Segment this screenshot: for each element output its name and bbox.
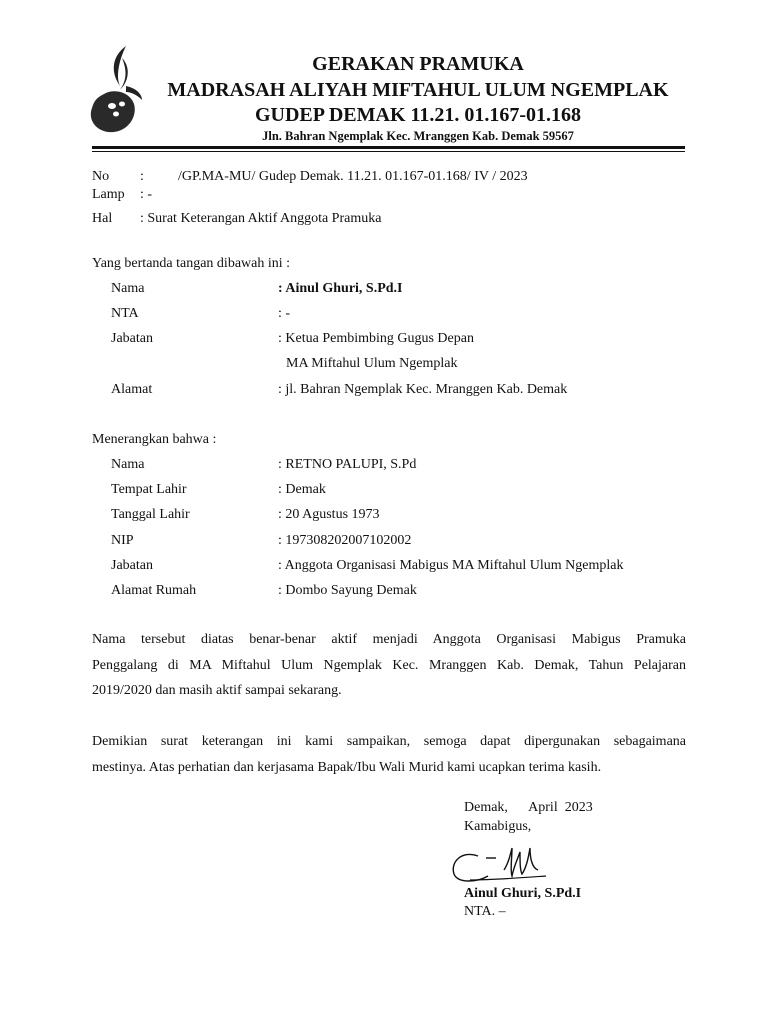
signer-printed-name: Ainul Ghuri, S.Pd.I xyxy=(464,886,582,901)
statement-line: Penggalang di MA Miftahul Ulum Ngemplak Kec. Mranggen Kab. Demak, Tahun Pelajaran xyxy=(92,657,686,673)
signer-address-label: Alamat xyxy=(111,382,153,397)
lamp-label: Lamp xyxy=(92,187,125,202)
subject-birthplace-label: Tempat Lahir xyxy=(111,482,187,497)
signer-name-value: : Ainul Ghuri, S.Pd.I xyxy=(278,281,403,296)
statement-paragraph xyxy=(92,627,686,704)
no-colon: : xyxy=(140,169,144,184)
signer-intro: Yang bertanda tangan dibawah ini : xyxy=(92,256,291,271)
gudep-number: GUDEP DEMAK 11.21. 01.167-01.168 xyxy=(254,104,582,126)
closing-line: Demikian surat keterangan ini kami sampaikan, semoga dapat dipergunakan sebagaimana xyxy=(92,734,686,749)
header-divider-thick xyxy=(92,146,685,149)
subject-nip-label: NIP xyxy=(111,533,134,548)
closing-paragraph xyxy=(92,729,686,780)
subject-birthdate-label: Tanggal Lahir xyxy=(111,507,190,522)
subject-address-value: : Dombo Sayung Demak xyxy=(278,583,417,598)
letter-subject: : Surat Keterangan Aktif Anggota Pramuka xyxy=(140,211,382,226)
subject-address-label: Alamat Rumah xyxy=(111,583,197,598)
signer-position-value-2: MA Miftahul Ulum Ngemplak xyxy=(286,356,458,371)
subject-name-label: Nama xyxy=(111,457,145,472)
statement-line: Nama tersebut diatas benar-benar aktif menjadi Anggota Organisasi Mabigus Pramuka xyxy=(92,632,686,647)
subject-birthdate-value: : 20 Agustus 1973 xyxy=(278,507,380,522)
letter-number: /GP.MA-MU/ Gudep Demak. 11.21. 01.167-01.168/ IV / 2023 xyxy=(178,169,528,184)
signer-position-label: Jabatan xyxy=(111,331,153,346)
place-date: Demak, April 2023 xyxy=(464,800,593,815)
signer-address-value: : jl. Bahran Ngemplak Kec. Mranggen Kab. Demak xyxy=(278,382,568,397)
signer-nta-label: NTA xyxy=(111,306,139,321)
statement-line: 2019/2020 dan masih aktif sampai sekarang. xyxy=(92,683,342,698)
lamp-value: : - xyxy=(140,187,153,202)
org-name: GERAKAN PRAMUKA xyxy=(312,53,524,75)
subject-position-label: Jabatan xyxy=(111,558,153,573)
school-name: MADRASAH ALIYAH MIFTAHUL ULUM NGEMPLAK xyxy=(167,79,669,101)
subject-intro: Menerangkan bahwa : xyxy=(92,432,217,447)
subject-name-value: : RETNO PALUPI, S.Pd xyxy=(278,457,417,472)
no-label: No xyxy=(92,169,110,184)
subject-position-value: : Anggota Organisasi Mabigus MA Miftahul Ulum Ngemplak xyxy=(278,558,624,573)
signer-role: Kamabigus, xyxy=(464,819,532,834)
closing-line: mestinya. Atas perhatian dan kerjasama Bapak/Ibu Wali Murid kami ucapkan terima kasih. xyxy=(92,759,602,775)
pramuka-logo xyxy=(86,42,148,140)
signer-nta: NTA. – xyxy=(464,904,506,919)
subject-nip-value: : 197308202007102002 xyxy=(278,533,412,548)
subject-birthplace-value: : Demak xyxy=(278,482,326,497)
header-divider-thin xyxy=(92,151,685,152)
hal-label: Hal xyxy=(92,211,113,226)
signer-position-value: : Ketua Pembimbing Gugus Depan xyxy=(278,331,474,346)
letterhead-address: Jln. Bahran Ngemplak Kec. Mranggen Kab. Demak 59567 xyxy=(262,129,574,143)
signer-nta-value: : - xyxy=(278,306,291,321)
signer-name-label: Nama xyxy=(111,281,145,296)
